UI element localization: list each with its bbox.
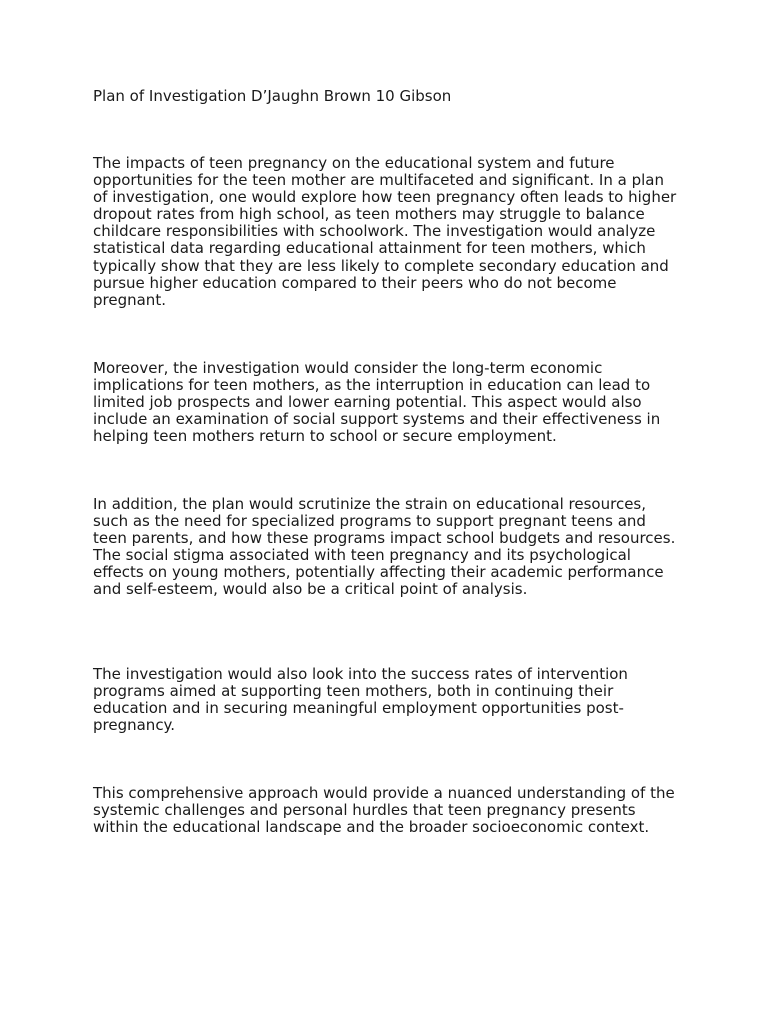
paragraph-economic-implications: Moreover, the investigation would consider the long-term economic implications for teen mothers, as the interruption in education can lead to limited job prospects and lower earning potential. This aspect would also include an examination of social support systems and their effectiveness in helping teen mothers return to school or secure employment. bbox=[93, 359, 661, 446]
paragraph-intervention-programs: The investigation would also look into the success rates of intervention programs aimed at supporting teen mothers, both in continuing their education and in securing meaningful employment opportunities post-pregnancy. bbox=[93, 665, 628, 735]
paragraph-conclusion: This comprehensive approach would provide a nuanced understanding of the systemic challenges and personal hurdles that teen pregnancy presents within the educational landscape and the broader socioeconomic context. bbox=[93, 784, 675, 837]
paragraph-educational-resources: In addition, the plan would scrutinize the strain on educational resources, such as the need for specialized programs to support pregnant teens and teen parents, and how these programs impact school budgets and resources. The social stigma associated with teen pregnancy and its psychological effects on young mothers, potentially affecting their academic performance and self-esteem, would also be a critical point of analysis. bbox=[93, 495, 676, 599]
document-title: Plan of Investigation D’Jaughn Brown 10 Gibson bbox=[93, 87, 452, 105]
paragraph-teen-pregnancy-impacts: The impacts of teen pregnancy on the educational system and future opportunities for the teen mother are multifaceted and significant. In a plan of investigation, one would explore how teen pregnancy often leads to higher dropout rates from high school, as teen mothers may struggle to balance childcare responsibilities with schoolwork. The investigation would analyze statistical data regarding educational attainment for teen mothers, which typically show that they are less likely to complete secondary education and pursue higher education compared to their peers who do not become pregnant. bbox=[93, 154, 677, 309]
